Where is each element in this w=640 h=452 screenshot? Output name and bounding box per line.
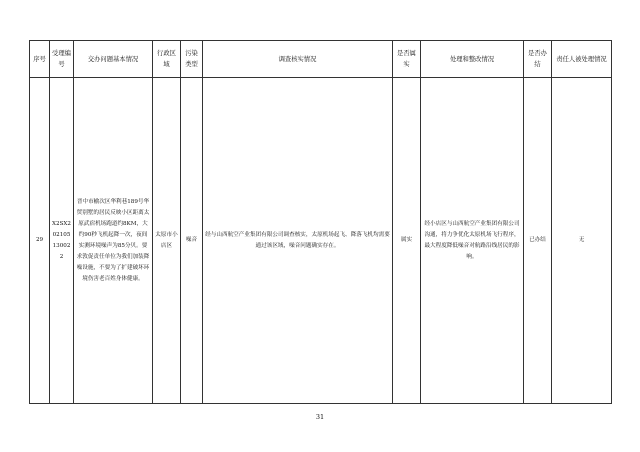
cell-closed: 已办结 bbox=[524, 78, 552, 404]
table-header-row bbox=[30, 41, 612, 78]
petition-table bbox=[29, 40, 612, 404]
page-number: 31 bbox=[315, 413, 325, 421]
cell-verified: 属实 bbox=[393, 78, 421, 404]
cell-accountability: 无 bbox=[552, 78, 612, 404]
header-seq: 序号 bbox=[30, 41, 50, 78]
cell-problem: 晋中市榆次区华利巷189号华贸别墅的居民反映小区距离太原武宿机场跑道约8KM，大约90秒飞机起降一次，夜间实测环境噪声为85分贝。要求敦促责任单位为我们加装降噪设施，不要为了扩建破坏环境伤害老百姓身体健康。 bbox=[74, 78, 153, 404]
cell-handling: 经小店区与山西航空产业集团有限公司沟通，将力争优化太原机场飞行程序，最大程度降低噪音对航路沿线居民的影响。 bbox=[421, 78, 524, 404]
cell-region: 太原市小店区 bbox=[153, 78, 181, 404]
header-problem: 交办问题基本情况 bbox=[74, 41, 153, 78]
header-accountability: 责任人被处理情况 bbox=[552, 41, 612, 78]
cell-pollution-type: 噪音 bbox=[181, 78, 203, 404]
cell-case-no: X2SX202105130022 bbox=[50, 78, 74, 404]
header-handling: 处理和整改情况 bbox=[421, 41, 524, 78]
header-region: 行政区域 bbox=[153, 41, 181, 78]
cell-seq: 29 bbox=[30, 78, 50, 404]
cell-investigation: 经与山西航空产业集团有限公司调查核实，太原机场起飞、降落飞机均需要通过该区域，噪音问题确实存在。 bbox=[203, 78, 393, 404]
header-pollution-type: 污染类型 bbox=[181, 41, 203, 78]
header-closed: 是否办结 bbox=[524, 41, 552, 78]
header-verified: 是否属实 bbox=[393, 41, 421, 78]
header-case-no: 受理编号 bbox=[50, 41, 74, 78]
header-investigation: 调查核实情况 bbox=[203, 41, 393, 78]
table-row bbox=[30, 78, 612, 404]
